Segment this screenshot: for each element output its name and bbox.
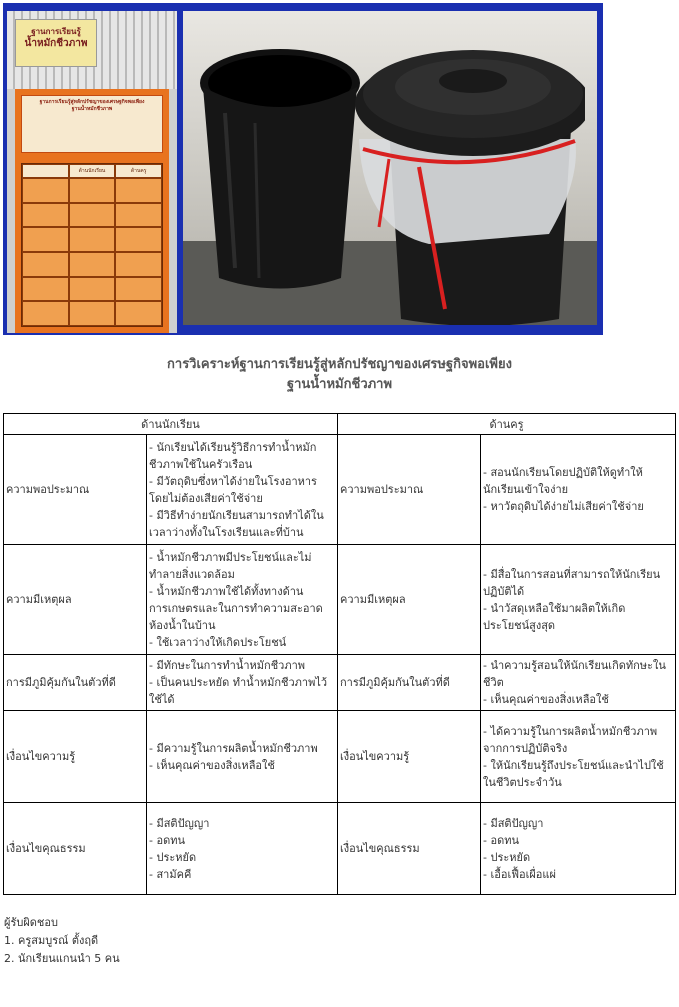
cell-line: - มีวัตถุดิบซึ่งหาได้ง่ายในโรงอาหาร — [149, 474, 317, 488]
cell-line: - มีวิธีทำง่ายนักเรียนสามารถทำได้ใน — [149, 508, 324, 522]
poster-cell — [69, 227, 116, 252]
cell-line: - ได้ความรู้ในการผลิตน้ำหมักชีวภาพ — [483, 724, 658, 738]
cell-line: - เอื้อเฟื้อเผื่อแผ่ — [483, 867, 556, 881]
responsible-item: 1. ครูสมบูรณ์ ตั้งฤดี — [4, 934, 99, 947]
cell-line: - นักเรียนได้เรียนรู้วิธีการทำน้ำหมัก — [149, 440, 317, 454]
cell-line: - มีสติปัญญา — [483, 816, 544, 830]
table-row — [4, 435, 676, 545]
heading-line-2: ฐานน้ำหมักชีวภาพ — [286, 377, 393, 392]
cell-line: ในชีวิตประจำวัน — [483, 775, 562, 789]
student-criterion: เงื่อนไขคุณธรรม — [4, 803, 147, 895]
cell-line: การเกษตรและในการทำความสะอาด — [149, 601, 323, 615]
poster-cell — [69, 203, 116, 228]
cell-line: - ประหยัด — [483, 850, 531, 864]
cell-line: จากการปฏิบัติจริง — [483, 741, 568, 755]
table-row — [4, 655, 676, 711]
poster-cell — [69, 301, 116, 326]
poster-cell — [22, 178, 69, 203]
cell-line: - เป็นคนประหยัด ทำน้ำหมักชีวภาพไว้ — [149, 676, 328, 689]
orange-poster — [15, 89, 169, 333]
table-header-row — [4, 414, 676, 435]
poster-cell — [22, 301, 69, 326]
table-row — [4, 711, 676, 803]
responsible-section — [4, 914, 120, 968]
responsible-item: 2. นักเรียนแกนนำ 5 คน — [4, 952, 120, 965]
student-details — [147, 655, 338, 711]
poster-cell — [22, 277, 69, 302]
cell-line: - มีสติปัญญา — [149, 816, 210, 830]
cell-line: ปฏิบัติได้ — [483, 584, 525, 598]
cell-line: ห้องน้ำในบ้าน — [149, 618, 216, 632]
cell-line: - ใช้เวลาว่างให้เกิดประโยชน์ — [149, 635, 287, 649]
poster-table — [21, 163, 163, 327]
teacher-criterion: เงื่อนไขคุณธรรม — [338, 803, 481, 895]
black-bin-with-lid — [349, 29, 585, 325]
cell-line: - มีสื่อในการสอนที่สามารถให้นักเรียน — [483, 567, 661, 581]
teacher-details — [481, 803, 676, 895]
teacher-criterion: การมีภูมิคุ้มกันในตัวที่ดี — [338, 655, 481, 711]
poster-title: ฐานการเรียนรู้สู่หลักปรัชญาของเศรษฐกิจพอเพียง — [39, 99, 145, 105]
teacher-criterion: ความพอประมาณ — [338, 435, 481, 545]
page-heading — [0, 355, 679, 395]
cell-line: ทำลายสิ่งแวดล้อม — [149, 567, 235, 581]
cell-line: ประโยชน์สูงสุด — [483, 618, 556, 632]
heading-line-1: การวิเคราะห์ฐานการเรียนรู้สู่หลักปรัชญาของเศรษฐกิจพอเพียง — [167, 357, 512, 372]
station-sign — [15, 19, 97, 67]
poster-cell — [115, 203, 162, 228]
analysis-table — [3, 413, 676, 895]
cell-line: - น้ำหมักชีวภาพใช้ได้ทั้งทางด้าน — [149, 584, 304, 598]
poster-photo — [7, 11, 177, 333]
poster-cell — [115, 277, 162, 302]
poster-cell — [115, 252, 162, 277]
cell-line: - หาวัตถุดิบได้ง่ายไม่เสียค่าใช้จ่าย — [483, 500, 644, 513]
cell-line: ใช้ได้ — [149, 693, 175, 706]
poster-cell — [69, 178, 116, 203]
poster-subtitle: ฐานน้ำหมักชีวภาพ — [71, 106, 113, 112]
poster-cell — [69, 277, 116, 302]
poster-col-teacher: ด้านครู — [115, 164, 162, 178]
poster-cell — [69, 252, 116, 277]
cell-line: ชีวิต — [483, 676, 504, 689]
poster-cell — [22, 203, 69, 228]
black-bin-open — [195, 43, 365, 293]
poster-cell — [115, 227, 162, 252]
sign-line-1: ฐานการเรียนรู้ — [31, 27, 81, 36]
table-row — [4, 803, 676, 895]
teacher-details — [481, 545, 676, 655]
cell-line: - นำวัสดุเหลือใช้มาผลิตให้เกิด — [483, 601, 626, 615]
teacher-details — [481, 711, 676, 803]
responsible-title: ผู้รับผิดชอบ — [4, 916, 58, 929]
cell-line: - เห็นคุณค่าของสิ่งเหลือใช้ — [483, 693, 609, 706]
bins-photo — [183, 11, 597, 325]
photo-banner — [3, 3, 603, 335]
cell-line: - เห็นคุณค่าของสิ่งเหลือใช้ — [149, 758, 275, 772]
poster-cell — [22, 252, 69, 277]
table-row — [4, 545, 676, 655]
cell-line: เวลาว่างทั้งในโรงเรียนและที่บ้าน — [149, 525, 304, 539]
cell-line: นักเรียนเข้าใจง่าย — [483, 483, 569, 496]
cell-line: - ประหยัด — [149, 850, 197, 864]
student-criterion: ความมีเหตุผล — [4, 545, 147, 655]
cell-line: - ให้นักเรียนรู้ถึงประโยชน์และนำไปใช้ — [483, 758, 664, 772]
student-details — [147, 435, 338, 545]
poster-header — [21, 95, 163, 153]
cell-line: - มีทักษะในการทำน้ำหมักชีวภาพ — [149, 659, 306, 672]
teacher-details — [481, 435, 676, 545]
student-details — [147, 803, 338, 895]
cell-line: ชีวภาพใช้ในครัวเรือน — [149, 457, 253, 471]
cell-line: - อดทน — [149, 833, 185, 847]
poster-cell — [115, 301, 162, 326]
cell-line: - น้ำหมักชีวภาพมีประโยชน์และไม่ — [149, 550, 312, 564]
cell-line: - มีความรู้ในการผลิตน้ำหมักชีวภาพ — [149, 741, 318, 755]
sign-line-2: น้ำหมักชีวภาพ — [24, 38, 88, 49]
student-criterion: ความพอประมาณ — [4, 435, 147, 545]
cell-line: โดยไม่ต้องเสียค่าใช้จ่าย — [149, 491, 263, 505]
poster-col-student: ด้านนักเรียน — [69, 164, 116, 178]
teacher-criterion: ความมีเหตุผล — [338, 545, 481, 655]
cell-line: - สามัคคี — [149, 867, 192, 881]
header-student: ด้านนักเรียน — [4, 414, 338, 435]
student-criterion: การมีภูมิคุ้มกันในตัวที่ดี — [4, 655, 147, 711]
poster-cell — [115, 178, 162, 203]
cell-line: - อดทน — [483, 833, 519, 847]
poster-cell — [22, 227, 69, 252]
student-criterion: เงื่อนไขความรู้ — [4, 711, 147, 803]
cell-line: - สอนนักเรียนโดยปฏิบัติให้ดูทำให้ — [483, 466, 643, 479]
header-teacher: ด้านครู — [338, 414, 676, 435]
poster-cell — [22, 164, 69, 178]
teacher-criterion: เงื่อนไขความรู้ — [338, 711, 481, 803]
student-details — [147, 711, 338, 803]
teacher-details — [481, 655, 676, 711]
cell-line: - นำความรู้สอนให้นักเรียนเกิดทักษะใน — [483, 659, 666, 672]
student-details — [147, 545, 338, 655]
